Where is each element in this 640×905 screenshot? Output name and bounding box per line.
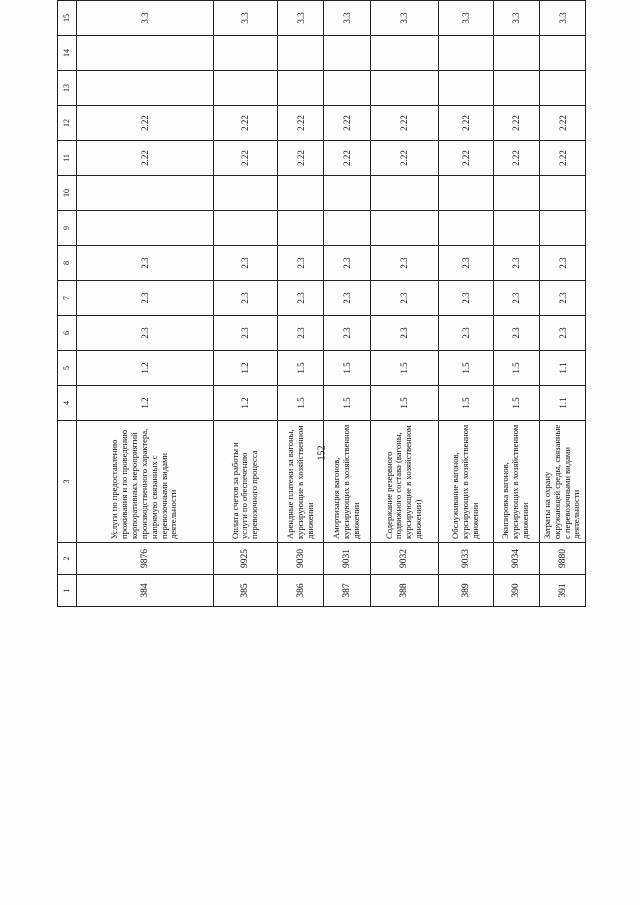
row-number-cell: 389 <box>438 575 493 607</box>
value-cell-4: 1.1 <box>540 386 586 421</box>
code-cell: 9030 <box>277 543 323 575</box>
description-cell: Экипировка вагонов, курсирующих в хозяйственном движении <box>493 421 539 543</box>
column-header: 5 <box>58 351 77 386</box>
value-cell-5: 1.1 <box>540 351 586 386</box>
value-cell-6: 2.3 <box>438 316 493 351</box>
value-cell-10 <box>493 176 539 211</box>
row-number-cell: 387 <box>324 575 370 607</box>
description-cell: Содержание резервного подвижного состава (вагоны, курсирующие в хозяйственном движении) <box>370 421 438 543</box>
code-cell: 9031 <box>324 543 370 575</box>
value-cell-15: 3.3 <box>277 1 323 36</box>
value-cell-7: 2.3 <box>438 281 493 316</box>
row-number-cell: 390 <box>493 575 539 607</box>
column-header: 15 <box>58 1 77 36</box>
value-cell-5: 1.5 <box>277 351 323 386</box>
value-cell-4: 1.2 <box>213 386 277 421</box>
description-cell: Затраты на охрану окружающей среды, связанные с перевозочными видами деятельности <box>540 421 586 543</box>
value-cell-4: 1.5 <box>438 386 493 421</box>
value-cell-10 <box>213 176 277 211</box>
column-header <box>58 0 77 1</box>
value-cell-8: 2.3 <box>540 246 586 281</box>
value-cell-16 <box>540 0 586 1</box>
value-cell-13 <box>540 71 586 106</box>
value-cell-14 <box>324 36 370 71</box>
value-cell-14 <box>493 36 539 71</box>
code-cell: 9033 <box>438 543 493 575</box>
row-number-cell: 391 <box>540 575 586 607</box>
value-cell-6: 2.3 <box>213 316 277 351</box>
table-row <box>213 0 277 607</box>
row-number-cell: 388 <box>370 575 438 607</box>
value-cell-12: 2.22 <box>324 106 370 141</box>
value-cell-6: 2.3 <box>324 316 370 351</box>
value-cell-6: 2.3 <box>370 316 438 351</box>
row-number-cell: 385 <box>213 575 277 607</box>
column-header: 8 <box>58 246 77 281</box>
code-cell: 9925 <box>213 543 277 575</box>
rotated-table-container <box>57 0 586 607</box>
value-cell-12: 2.22 <box>277 106 323 141</box>
value-cell-11: 2.22 <box>540 141 586 176</box>
value-cell-12: 2.22 <box>540 106 586 141</box>
value-cell-10 <box>277 176 323 211</box>
column-header: 12 <box>58 106 77 141</box>
column-number-row <box>58 0 77 607</box>
value-cell-6: 2.3 <box>277 316 323 351</box>
value-cell-4: 1.5 <box>324 386 370 421</box>
table-row <box>493 0 539 607</box>
value-cell-8: 2.3 <box>76 246 213 281</box>
table-row <box>540 0 586 607</box>
value-cell-8: 2.3 <box>324 246 370 281</box>
table-wrapper <box>57 12 586 886</box>
value-cell-12: 2.22 <box>76 106 213 141</box>
cost-items-table <box>57 0 586 607</box>
value-cell-16 <box>493 0 539 1</box>
value-cell-7: 2.3 <box>540 281 586 316</box>
column-header: 1 <box>58 575 77 607</box>
value-cell-7: 2.3 <box>277 281 323 316</box>
value-cell-15: 3.3 <box>324 1 370 36</box>
value-cell-4: 1.5 <box>370 386 438 421</box>
value-cell-11: 2.22 <box>370 141 438 176</box>
value-cell-15: 3.3 <box>76 1 213 36</box>
value-cell-14 <box>438 36 493 71</box>
value-cell-13 <box>213 71 277 106</box>
page-number: 152 <box>316 445 328 461</box>
value-cell-8: 2.3 <box>277 246 323 281</box>
value-cell-14 <box>213 36 277 71</box>
value-cell-12: 2.22 <box>213 106 277 141</box>
value-cell-6: 2.3 <box>540 316 586 351</box>
value-cell-14 <box>370 36 438 71</box>
value-cell-8: 2.3 <box>493 246 539 281</box>
value-cell-14 <box>540 36 586 71</box>
column-header: 6 <box>58 316 77 351</box>
value-cell-10 <box>324 176 370 211</box>
value-cell-15: 3.3 <box>438 1 493 36</box>
description-cell: Оплата счетов за работы и услуги по обеспечению перевозочного процесса <box>213 421 277 543</box>
value-cell-5: 1.5 <box>370 351 438 386</box>
value-cell-13 <box>76 71 213 106</box>
value-cell-16 <box>370 0 438 1</box>
value-cell-5: 1.2 <box>76 351 213 386</box>
value-cell-4: 1.5 <box>493 386 539 421</box>
value-cell-5: 1.5 <box>324 351 370 386</box>
value-cell-9 <box>213 211 277 246</box>
code-cell: 9034 <box>493 543 539 575</box>
value-cell-14 <box>76 36 213 71</box>
code-cell: 9880 <box>540 543 586 575</box>
value-cell-15: 3.3 <box>213 1 277 36</box>
row-number-cell: 384 <box>76 575 213 607</box>
value-cell-8: 2.3 <box>213 246 277 281</box>
value-cell-11: 2.22 <box>324 141 370 176</box>
value-cell-11: 2.22 <box>277 141 323 176</box>
value-cell-9 <box>370 211 438 246</box>
column-header: 11 <box>58 141 77 176</box>
column-header: 13 <box>58 71 77 106</box>
value-cell-10 <box>76 176 213 211</box>
value-cell-12: 2.22 <box>438 106 493 141</box>
value-cell-5: 1.2 <box>213 351 277 386</box>
value-cell-5: 1.5 <box>493 351 539 386</box>
column-header: 9 <box>58 211 77 246</box>
value-cell-15: 3.3 <box>493 1 539 36</box>
value-cell-9 <box>540 211 586 246</box>
value-cell-14 <box>277 36 323 71</box>
value-cell-16 <box>213 0 277 1</box>
value-cell-9 <box>324 211 370 246</box>
value-cell-12: 2.22 <box>493 106 539 141</box>
value-cell-13 <box>277 71 323 106</box>
value-cell-8: 2.3 <box>370 246 438 281</box>
value-cell-9 <box>76 211 213 246</box>
value-cell-7: 2.3 <box>76 281 213 316</box>
value-cell-16 <box>438 0 493 1</box>
table-body <box>76 0 585 607</box>
value-cell-15: 3.3 <box>540 1 586 36</box>
description-cell: Услуги по предоставлению проживания и по проведению корпоративных мероприятий производственного характера, напрямую связанных с перевозочными видами деятельности <box>76 421 213 543</box>
value-cell-9 <box>277 211 323 246</box>
value-cell-9 <box>438 211 493 246</box>
value-cell-7: 2.3 <box>493 281 539 316</box>
column-header: 14 <box>58 36 77 71</box>
value-cell-10 <box>438 176 493 211</box>
column-header: 2 <box>58 543 77 575</box>
value-cell-6: 2.3 <box>493 316 539 351</box>
value-cell-11: 2.22 <box>493 141 539 176</box>
description-cell: Амортизация вагонов, курсирующих в хозяйственном движении <box>324 421 370 543</box>
table-row <box>438 0 493 607</box>
value-cell-13 <box>324 71 370 106</box>
value-cell-7: 2.3 <box>324 281 370 316</box>
value-cell-10 <box>370 176 438 211</box>
value-cell-15: 3.3 <box>370 1 438 36</box>
value-cell-5: 1.5 <box>438 351 493 386</box>
column-header: 10 <box>58 176 77 211</box>
column-header: 4 <box>58 386 77 421</box>
value-cell-16 <box>324 0 370 1</box>
row-number-cell: 386 <box>277 575 323 607</box>
code-cell: 9876 <box>76 543 213 575</box>
table-row <box>370 0 438 607</box>
value-cell-4: 1.2 <box>76 386 213 421</box>
value-cell-10 <box>540 176 586 211</box>
value-cell-7: 2.3 <box>370 281 438 316</box>
value-cell-13 <box>493 71 539 106</box>
value-cell-9 <box>493 211 539 246</box>
value-cell-11: 2.22 <box>76 141 213 176</box>
table-row <box>76 0 213 607</box>
value-cell-16 <box>76 0 213 1</box>
value-cell-16 <box>277 0 323 1</box>
value-cell-12: 2.22 <box>370 106 438 141</box>
description-cell: Арендные платежи за вагоны, курсирующие в хозяйственном движении <box>277 421 323 543</box>
value-cell-11: 2.22 <box>438 141 493 176</box>
description-cell: Обслуживание вагонов, курсирующих в хозяйственном движении <box>438 421 493 543</box>
value-cell-11: 2.22 <box>213 141 277 176</box>
value-cell-4: 1.5 <box>277 386 323 421</box>
table-row <box>277 0 323 607</box>
column-header: 7 <box>58 281 77 316</box>
table-row <box>324 0 370 607</box>
column-header: 3 <box>58 421 77 543</box>
code-cell: 9032 <box>370 543 438 575</box>
value-cell-8: 2.3 <box>438 246 493 281</box>
value-cell-13 <box>370 71 438 106</box>
value-cell-13 <box>438 71 493 106</box>
value-cell-7: 2.3 <box>213 281 277 316</box>
value-cell-6: 2.3 <box>76 316 213 351</box>
